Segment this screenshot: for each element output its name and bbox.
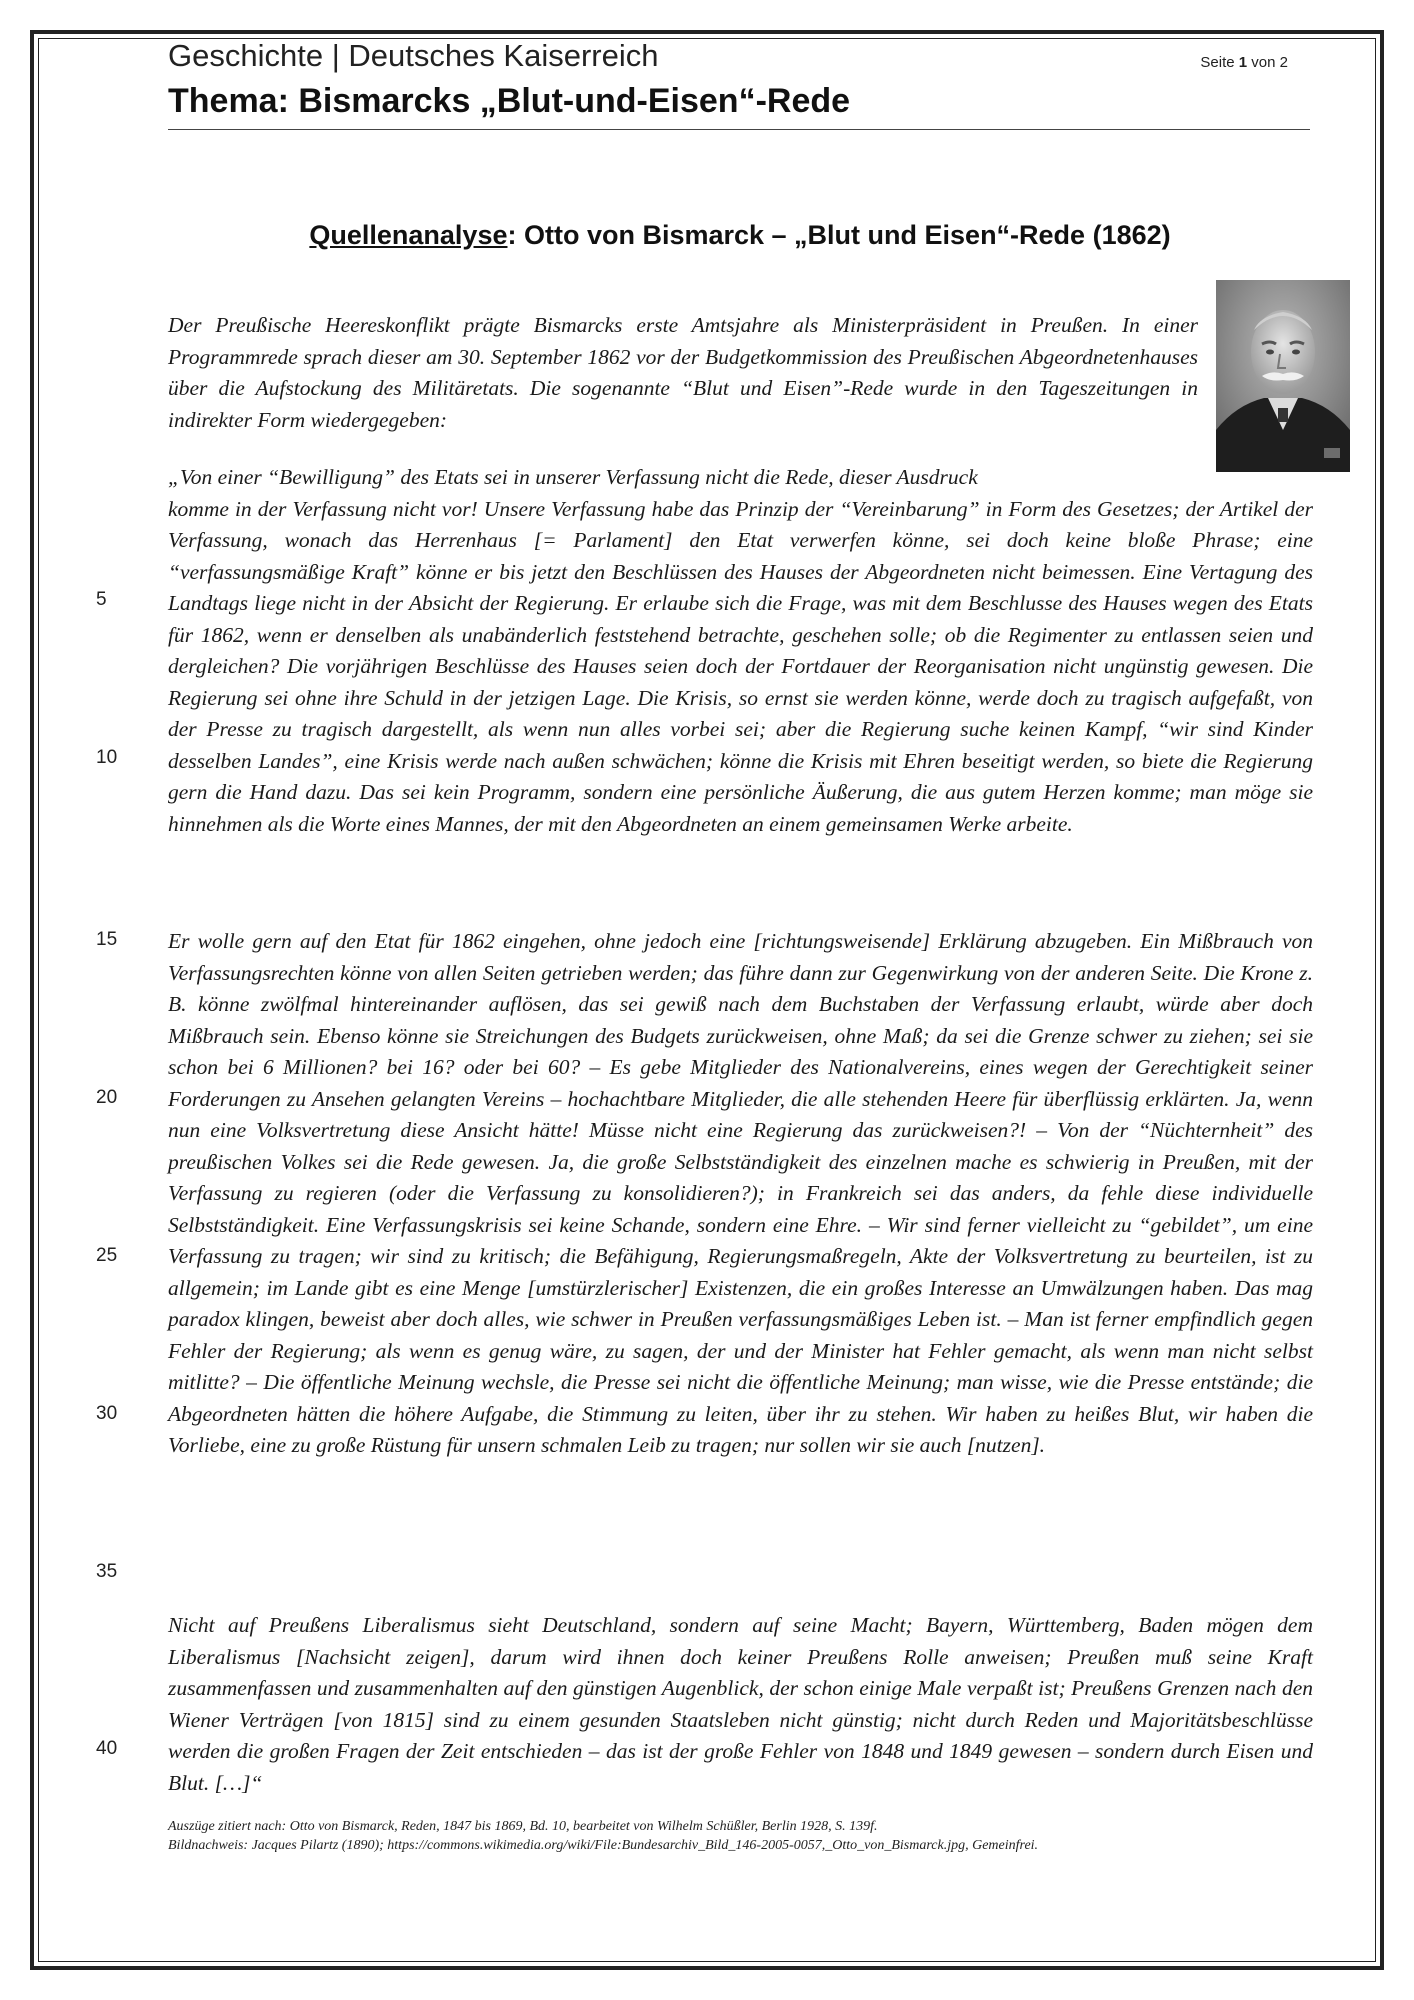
intro-paragraph: Der Preußische Heereskonflikt prägte Bismarcks erste Amtsjahre als Ministerpräsident in Preußen. In einer Programmrede sprach dieser am 30. September 1862 vor der Budgetkommission des Preußischen Abgeordnetenhauses über die Aufstockung des Militäretats. Die sogenannte “Blut und Eisen”-Rede wurde in den Tageszeitungen in indirekter Form wiedergegeben: [168, 313, 1198, 432]
page-header [168, 38, 1310, 130]
page-label-prefix: Seite [1200, 54, 1235, 71]
topic-title: Thema: Bismarcks „Blut-und-Eisen“-Rede [168, 82, 851, 120]
quote-paragraph-2: Er wolle gern auf den Etat für 1862 eingehen, ohne jedoch eine [richtungsweisende] Erklärung abzugeben. Ein Mißbrauch von Verfassungsrechten könne von allen Seiten getrieben werden; das führe dann zur Gegenwirkung von der anderen Seite. Die Krone z. B. könne zwölfmal hintereinander auflösen, das sei gewiß nach dem Buchstaben der Verfassung erlaubt, würde aber doch Mißbrauch sein. Ebenso könne sie Streichungen des Budgets zurückweisen, ohne Maß; da sei die Grenze schwer zu ziehen; sei sie schon bei 6 Millionen? bei 16? oder bei 60? – Es gebe Mitglieder des Nationalvereins, eines wegen der Gerechtigkeit seiner Forderungen zu Ansehen gelangten Vereins – hochachtbare Mitglieder, die alle stehenden Heere für überflüssig erklärten. Ja, wenn nun eine Volksvertretung diese Ansicht hätte! Müsse nicht eine Regierung das zurückweisen?! – Von der “Nüchternheit” des preußischen Volkes sei die Rede gewesen. Ja, die große Selbstständigkeit des einzelnen mache es schwierig in Preußen, mit der Verfassung zu regieren (oder die Verfassung zu konsolidieren?); in Frankreich sei das anders, da fehle diese individuelle Selbstständigkeit. Eine Verfassungskrisis sei keine Schande, sondern eine Ehre. – Wir sind ferner vielleicht zu “gebildet”, um eine Verfassung zu tragen; wir sind zu kritisch; die Befähigung, Regierungsmaßregeln, Akte der Volksvertretung zu beurteilen, ist zu allgemein; im Lande gibt es eine Menge [umstürzlerischer] Existenzen, die ein großes Interesse an Umwälzungen haben. Das mag paradox klingen, beweist aber doch alles, wie schwer in Preußen verfassungsmäßiges Leben ist. – Man ist ferner empfindlich gegen Fehler der Regierung; als wenn es genug wäre, zu sagen, der und der Minister hat Fehler gemacht, als wenn man nicht selbst mitlitte? – Die öffentliche Meinung wechsle, die Presse sei nicht die öffentliche Meinung; man wisse, wie die Presse entstände; die Abgeordneten hätten die höhere Aufgabe, die Stimmung zu leiten, über ihr zu stehen. Wir haben zu heißes Blut, wir haben die Vorliebe, eine zu große Rüstung für unsern schmalen Leib zu tragen; nur sollen wir sie auch [nutzen]. [168, 929, 1313, 1457]
document-title-underlined: Quellenanalyse [309, 220, 508, 250]
line-number: 40 [96, 1738, 118, 1759]
line-number: 10 [96, 747, 118, 768]
quote-paragraph-1-first-line: „Von einer “Bewilligung” des Etats sei in unserer Verfassung nicht die Rede, dieser Ausdruck [168, 465, 978, 489]
quote-paragraph-1 [168, 462, 1313, 840]
page-number [1200, 54, 1288, 71]
document-title-rest: : Otto von Bismarck – „Blut und Eisen“-Rede (1862) [507, 220, 1171, 250]
footnotes [168, 1817, 1313, 1855]
source-citation: Auszüge zitiert nach: Otto von Bismarck, Reden, 1847 bis 1869, Bd. 10, bearbeitet von Wilhelm Schüßler, Berlin 1928, S. 139f. [168, 1819, 878, 1834]
line-number: 30 [96, 1403, 118, 1424]
line-number: 35 [96, 1561, 118, 1582]
image-credit: Bildnachweis: Jacques Pilartz (1890); https://commons.wikimedia.org/wiki/File:Bundesarchiv_Bild_146-2005-0057,_Otto_von_Bismarck.jpg, Gemeinfrei. [168, 1838, 1039, 1853]
page-total: 2 [1279, 54, 1288, 71]
bismarck-portrait-drawing [1216, 280, 1350, 472]
page-current: 1 [1238, 54, 1248, 71]
line-number: 15 [96, 929, 118, 950]
line-number: 20 [96, 1087, 118, 1108]
page-label-mid: von [1251, 54, 1276, 71]
line-number: 5 [96, 589, 107, 610]
document-title [170, 220, 1310, 251]
quote-paragraph-3: Nicht auf Preußens Liberalismus sieht Deutschland, sondern auf seine Macht; Bayern, Württemberg, Baden mögen dem Liberalismus [Nachsicht zeigen], darum wird ihnen doch keiner Preußens Rolle anweisen; Preußen muß seine Kraft zusammenfassen und zusammenhalten auf den günstigen Augenblick, der schon einige Male verpaßt ist; Preußens Grenzen nach den Wiener Verträgen [von 1815] sind zu einem gesunden Staatsleben nicht günstig; nicht durch Reden und Majoritätsbeschlüsse werden die großen Fragen der Zeit entschieden – das ist der große Fehler von 1848 und 1849 gewesen – sondern durch Eisen und Blut. […]“ [168, 1613, 1313, 1795]
portrait-photo-icon [1216, 280, 1350, 472]
line-number: 25 [96, 1245, 118, 1266]
subject-label: Geschichte | Deutsches Kaiserreich [168, 38, 659, 73]
quote-paragraph-1-rest: komme in der Verfassung nicht vor! Unsere Verfassung habe das Prinzip der “Vereinbarung” in Form des Gesetzes; der Artikel der Verfassung, wonach das Herrenhaus [= Parlament] den Etat verwerfen könne, sei doch keine bloße Phrase; eine “verfassungsmäßige Kraft” könne er bis jetzt den Beschlüssen des Hauses der Abgeordneten nicht beimessen. Eine Vertagung des Landtags liege nicht in der Absicht der Regierung. Er erlaube sich die Frage, was mit dem Beschlusse des Hauses wegen des Etats für 1862, wenn er denselben als unabänderlich feststehend betrachte, geschehen solle; ob die Regimenter zu entlassen seien und dergleichen? Die vorjährigen Beschlüsse des Hauses seien doch der Fortdauer der Reorganisation nicht ungünstig gewesen. Die Regierung sei ohne ihre Schuld in der jetzigen Lage. Die Krisis, so ernst sie werden könne, werde doch zu tragisch aufgefaßt, von der Presse zu tragisch dargestellt, als wenn nun alles vorbei sei; aber die Regierung suche keinen Kampf, “wir sind Kinder desselben Landes”, eine Krisis werde nach außen schwächen; könne die Krisis mit Ehren beseitigt werden, so biete die Regierung gern die Hand dazu. Das sei kein Programm, sondern eine persönliche Äußerung, die aus gutem Herzen komme; man möge sie hinnehmen als die Worte eines Mannes, der mit den Abgeordneten an einem gemeinsamen Werke arbeite. [168, 496, 1313, 836]
